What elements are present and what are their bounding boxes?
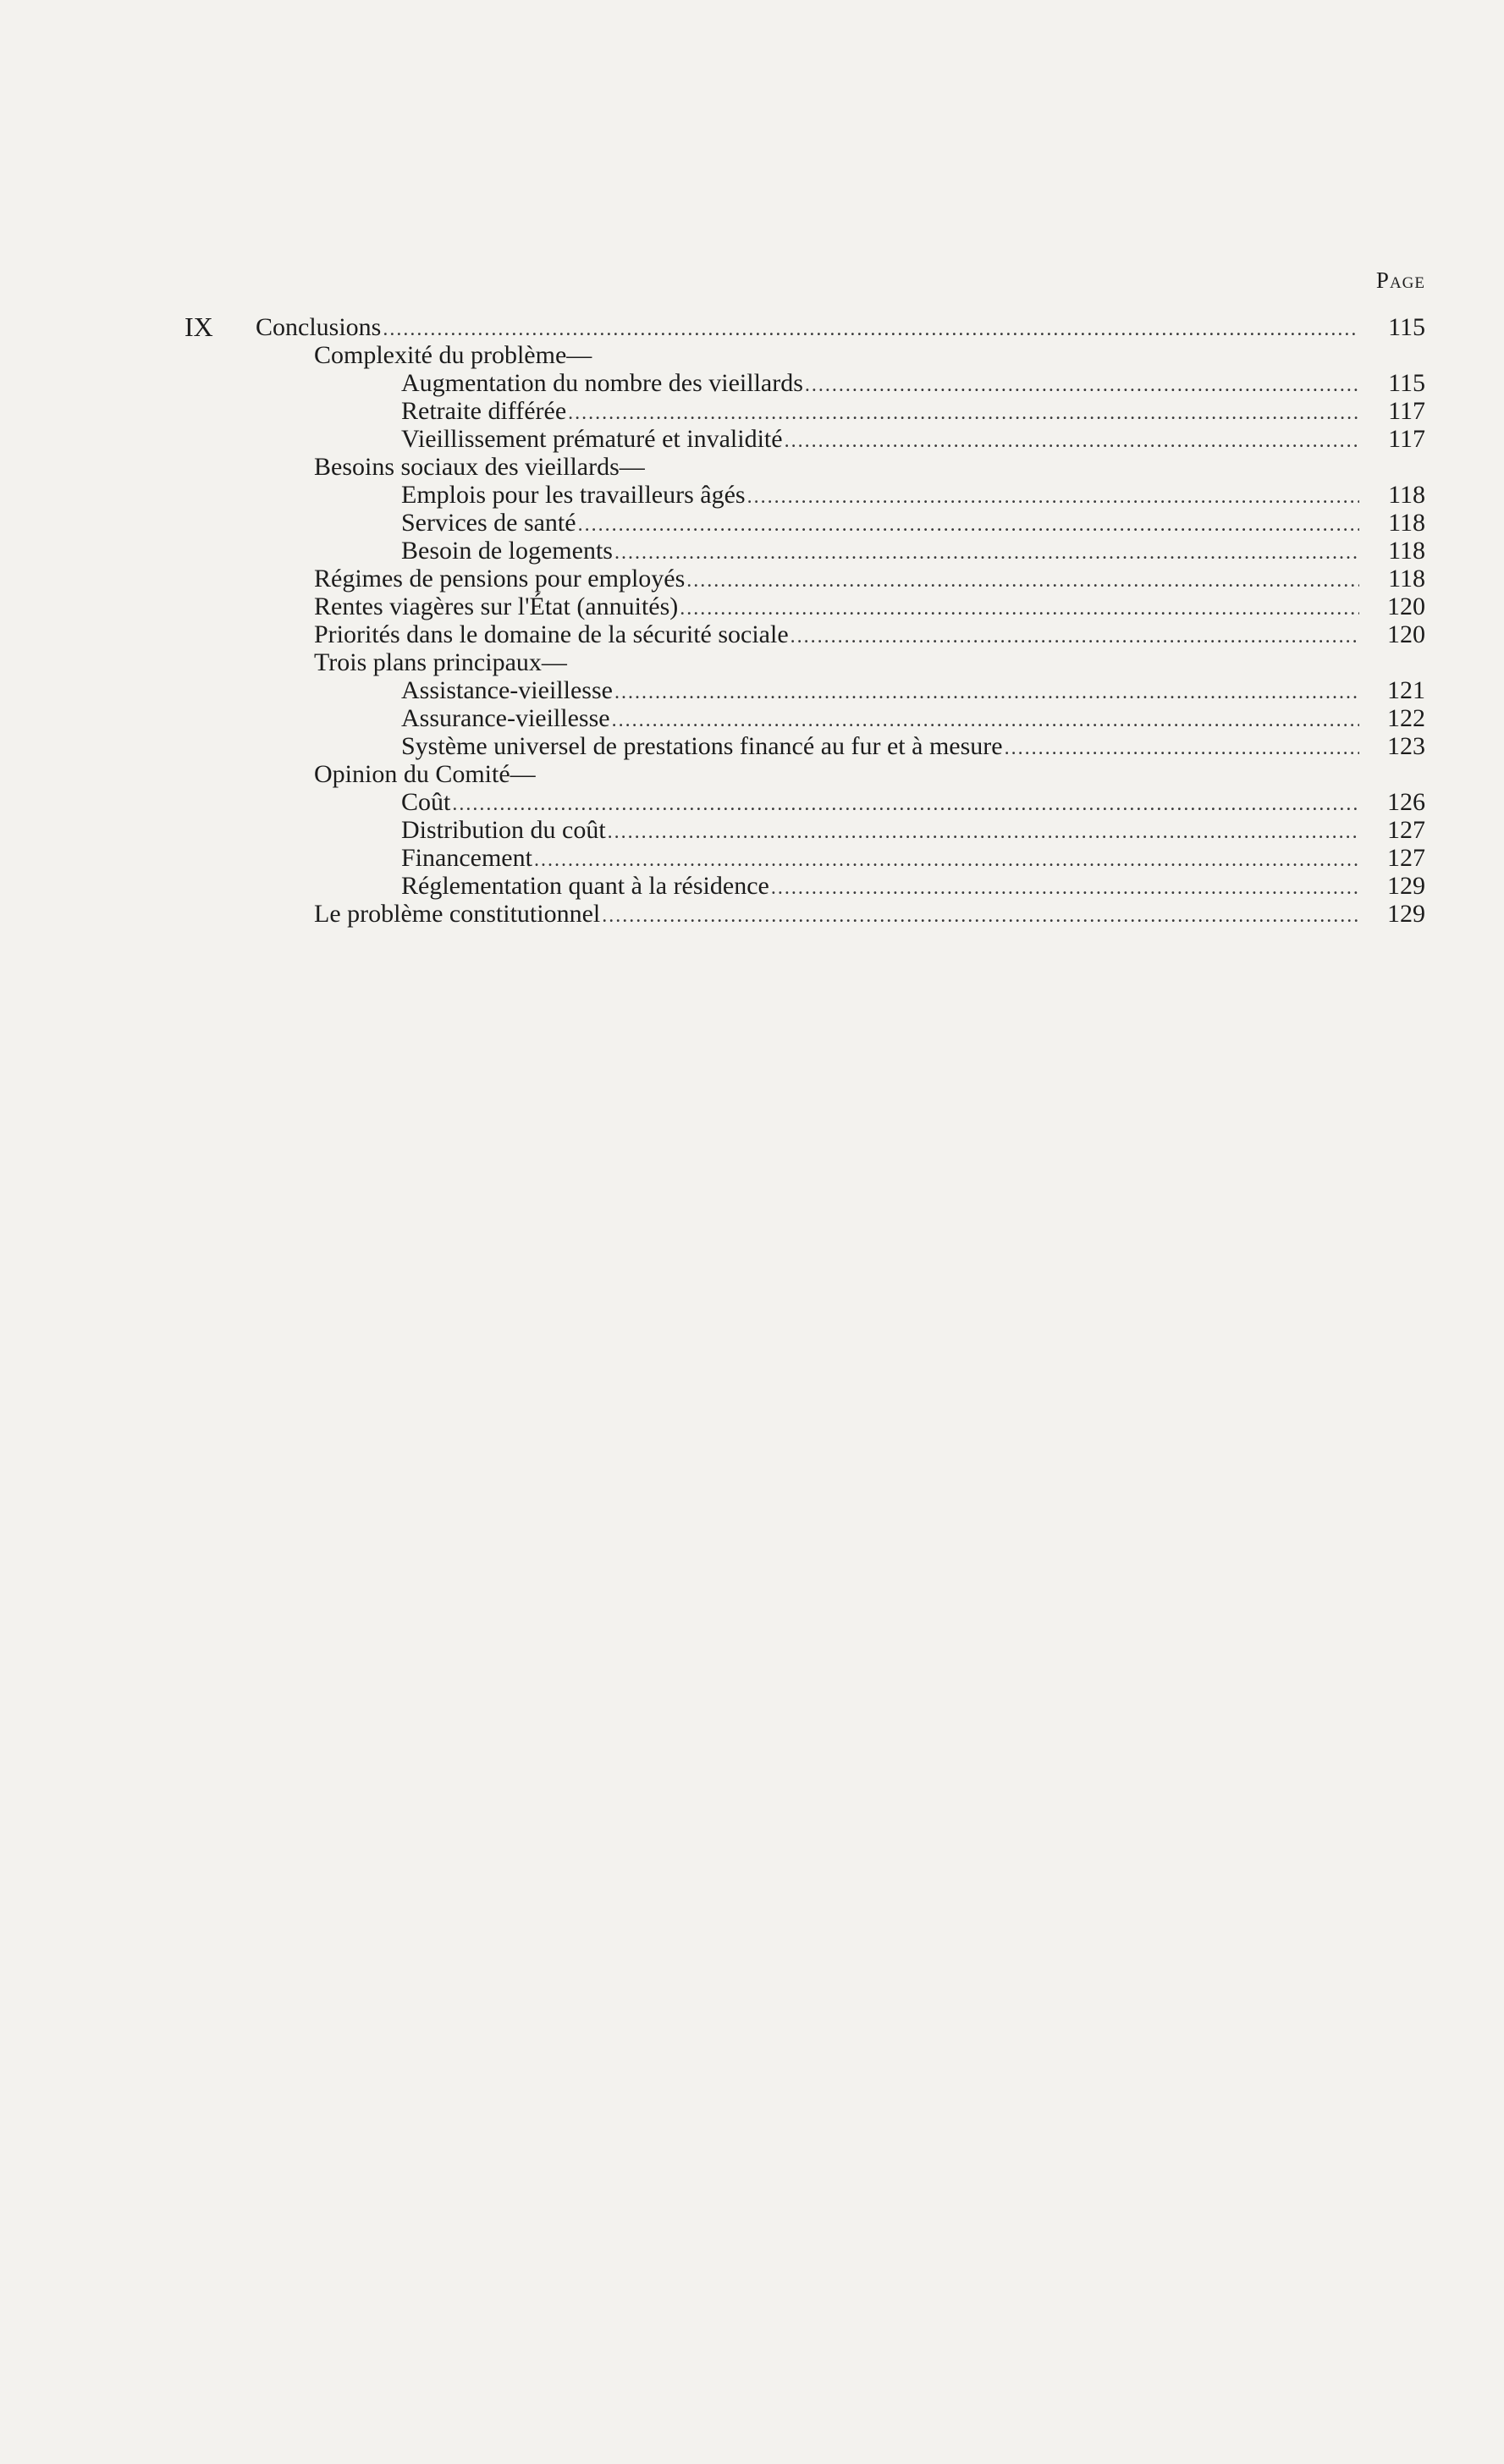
dot-leader: [608, 819, 1359, 846]
toc-entry: [185, 565, 1425, 593]
dot-leader: [612, 707, 1359, 735]
dot-leader: [602, 902, 1359, 930]
toc-entry-title: Opinion du Comité—: [314, 760, 536, 788]
toc-entry-title: Distribution du coût: [401, 816, 606, 844]
toc-entry-title: Complexité du problème—: [314, 341, 592, 369]
dot-leader: [568, 400, 1359, 427]
toc-entry-title: Réglementation quant à la résidence: [401, 872, 769, 900]
toc-entry-page: 121: [1387, 676, 1425, 704]
toc-entry-page: 118: [1388, 565, 1425, 593]
toc-entry: [185, 453, 1425, 481]
chapter-number: IX: [185, 311, 213, 342]
toc-entry: [185, 397, 1425, 425]
toc-entry-page: 126: [1387, 788, 1425, 816]
toc-entry-title: Le problème constitutionnel: [314, 900, 601, 928]
table-of-contents: [185, 313, 1425, 928]
dot-leader: [452, 791, 1359, 819]
dot-leader: [578, 511, 1359, 539]
toc-entry: [185, 341, 1425, 369]
dot-leader: [383, 316, 1359, 344]
dot-leader: [680, 595, 1359, 623]
toc-entry: [185, 313, 1425, 341]
toc-entry-title: Régimes de pensions pour employés: [314, 565, 686, 593]
toc-entry-title: Retraite différée: [401, 397, 567, 425]
toc-entry-title: Besoins sociaux des vieillards—: [314, 453, 645, 481]
toc-entry-page: 118: [1388, 537, 1425, 565]
toc-entry: [185, 704, 1425, 732]
toc-entry: [185, 788, 1425, 816]
toc-entry-page: 127: [1387, 816, 1425, 844]
toc-entry: [185, 732, 1425, 760]
toc-entry-title: Système universel de prestations financé au fur et à mesure: [401, 732, 1003, 760]
toc-entry: [185, 900, 1425, 928]
toc-entry: [185, 648, 1425, 676]
toc-entry-title: Assurance-vieillesse: [401, 704, 610, 732]
toc-entry: [185, 760, 1425, 788]
toc-entry-title: Rentes viagères sur l'État (annuités): [314, 593, 679, 620]
dot-leader: [534, 846, 1359, 874]
dot-leader: [1005, 735, 1359, 763]
toc-entry: [185, 593, 1425, 620]
toc-entry: [185, 620, 1425, 648]
toc-entry: [185, 844, 1425, 872]
dot-leader: [747, 483, 1359, 511]
toc-entry-page: 115: [1388, 313, 1425, 341]
toc-entry: [185, 425, 1425, 453]
toc-entry: [185, 481, 1425, 509]
dot-leader: [771, 874, 1359, 902]
dot-leader: [614, 679, 1359, 707]
toc-entry-title: Financement: [401, 844, 532, 872]
toc-entry: [185, 509, 1425, 537]
toc-entry-page: 120: [1387, 620, 1425, 648]
toc-entry-page: 123: [1387, 732, 1425, 760]
toc-entry-page: 129: [1387, 900, 1425, 928]
toc-entry-page: 117: [1388, 397, 1425, 425]
toc-entry: [185, 816, 1425, 844]
toc-entry-title: Besoin de logements: [401, 537, 613, 565]
toc-entry-page: 127: [1387, 844, 1425, 872]
toc-entry-page: 118: [1388, 509, 1425, 537]
page-column-label: Page: [1375, 267, 1425, 293]
toc-entry: [185, 676, 1425, 704]
toc-entry-title: Conclusions: [256, 313, 382, 341]
toc-entry-title: Coût: [401, 788, 451, 816]
toc-entry-page: 115: [1388, 369, 1425, 397]
toc-entry-page: 118: [1388, 481, 1425, 509]
dot-leader: [785, 427, 1359, 455]
toc-entry-title: Emplois pour les travailleurs âgés: [401, 481, 746, 509]
toc-entry-title: Priorités dans le domaine de la sécurité sociale: [314, 620, 789, 648]
dot-leader: [791, 623, 1359, 651]
toc-entry-title: Trois plans principaux—: [314, 648, 567, 676]
toc-entry-title: Assistance-vieillesse: [401, 676, 613, 704]
dot-leader: [805, 372, 1359, 400]
toc-entry-title: Augmentation du nombre des vieillards: [401, 369, 803, 397]
toc-entry-page: 120: [1387, 593, 1425, 620]
toc-entry-title: Services de santé: [401, 509, 576, 537]
toc-entry: [185, 537, 1425, 565]
toc-entry: [185, 369, 1425, 397]
dot-leader: [614, 539, 1359, 567]
dot-leader: [686, 567, 1359, 595]
toc-entry-page: 129: [1387, 872, 1425, 900]
page-column-header: [1349, 267, 1425, 294]
toc-entry-page: 122: [1387, 704, 1425, 732]
toc-entry: [185, 872, 1425, 900]
toc-entry-page: 117: [1388, 425, 1425, 453]
toc-entry-title: Vieillissement prématuré et invalidité: [401, 425, 783, 453]
